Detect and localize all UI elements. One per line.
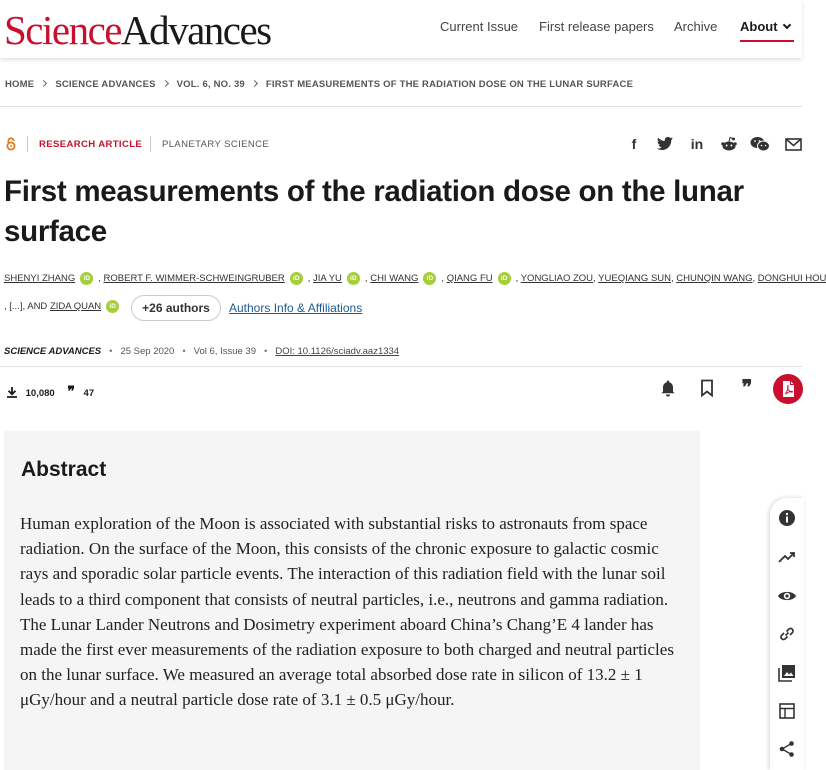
breadcrumb: [5, 79, 633, 90]
author-name[interactable]: SHENYI ZHANG: [4, 273, 76, 285]
breadcrumb-journal[interactable]: SCIENCE ADVANCES: [55, 79, 156, 90]
author-name[interactable]: ROBERT F. WIMMER-SCHWEINGRUBER: [103, 273, 285, 285]
reddit-icon[interactable]: [720, 136, 738, 152]
wechat-icon[interactable]: [750, 136, 770, 152]
author-name[interactable]: YUEQIANG SUN: [598, 273, 672, 285]
article-title: First measurements of the radiation dose on the lunar surface: [4, 175, 744, 248]
publication-date: 25 Sep 2020: [120, 346, 175, 357]
nav-first-release-papers[interactable]: First release papers: [539, 19, 654, 34]
orcid-icon[interactable]: iD: [498, 272, 511, 285]
orcid-icon[interactable]: iD: [80, 272, 93, 285]
abstract-text: Human exploration of the Moon is associated with substantial risks to astronauts from space radiation. On the surface of the Moon, this consists of the chronic exposure to galactic cosmic rays and sporadic solar particle events. The interaction of this radiation field with the lunar soil leads to a third component that consists of neutral particles, i.e., neutrons and gamma radiation. The Lunar Lander Neutrons and Dosimetry experiment aboard China’s Chang’E 4 lander has made the first ever measurements of the radiation exposure to both charged and neutral particles on the lunar surface. We measured an average total absorbed dose rate in silicon of 13.2 ± 1 μGy/hour and a neutral particle dose rate of 3.1 ± 0.5 μGy/hour.: [20, 514, 674, 710]
cite-icon[interactable]: ❞: [741, 377, 753, 399]
linkedin-icon[interactable]: in: [690, 136, 704, 152]
link-icon[interactable]: [777, 624, 797, 644]
author-name[interactable]: CHUNQIN WANG: [676, 273, 753, 285]
author-name[interactable]: DONGHUI HOU: [757, 273, 826, 285]
nav-archive[interactable]: Archive: [674, 19, 718, 34]
abstract-section: [4, 431, 700, 770]
author-name[interactable]: ZIDA QUAN: [49, 301, 102, 313]
orcid-icon[interactable]: iD: [347, 272, 360, 285]
figures-icon[interactable]: [777, 663, 797, 683]
site-logo[interactable]: ScienceAdvances: [4, 7, 271, 53]
chevron-right-icon: [40, 80, 47, 87]
nav-about[interactable]: About: [740, 19, 790, 34]
facebook-icon[interactable]: f: [631, 136, 637, 152]
share-icon[interactable]: [777, 739, 797, 759]
divider: [0, 366, 802, 367]
article-section[interactable]: PLANETARY SCIENCE: [162, 139, 270, 150]
volume-issue[interactable]: Vol 6, Issue 39: [193, 346, 256, 357]
chevron-down-icon: [782, 21, 790, 29]
orcid-icon[interactable]: iD: [106, 300, 119, 313]
author-name[interactable]: YONGLIAO ZOU: [520, 273, 594, 285]
citations-icon: ❞: [67, 383, 74, 399]
eye-icon[interactable]: [777, 586, 797, 606]
author-list: SHENYI ZHANG iD , ROBERT F. WIMMER-SCHWEINGRUBER iD , JIA YU iD , CHI WANG iD , QIANG FU iD , YONGLIAO ZOU, YUEQIANG SUN, CHUNQIN WANG, DONGHUI HOU: [4, 273, 826, 285]
bell-icon[interactable]: [658, 378, 678, 398]
journal-name[interactable]: SCIENCE ADVANCES: [4, 346, 102, 357]
divider: [0, 106, 802, 107]
article-type[interactable]: RESEARCH ARTICLE: [39, 139, 143, 150]
chevron-right-icon: [251, 80, 258, 87]
pdf-icon: [773, 374, 803, 404]
orcid-icon[interactable]: iD: [423, 272, 436, 285]
author-name[interactable]: QIANG FU: [446, 273, 493, 285]
authors-info-link[interactable]: Authors Info & Affiliations: [229, 301, 363, 315]
bookmark-icon[interactable]: [697, 378, 717, 398]
citation-count: 47: [83, 388, 95, 399]
author-name[interactable]: JIA YU: [313, 273, 342, 285]
nav-current-issue[interactable]: Current Issue: [440, 19, 519, 34]
article-metrics: [6, 383, 94, 400]
open-access-icon: [5, 137, 17, 151]
breadcrumb-current: FIRST MEASUREMENTS OF THE RADIATION DOSE ON THE LUNAR SURFACE: [265, 79, 634, 90]
author-list-continued: [4, 300, 124, 313]
breadcrumb-issue[interactable]: VOL. 6, NO. 39: [176, 79, 245, 90]
publication-info: SCIENCE ADVANCES • 25 Sep 2020 • Vol 6, Issue 39 • DOI: 10.1126/sciadv.aaz1334: [4, 346, 400, 357]
doi-link[interactable]: DOI: 10.1126/sciadv.aaz1334: [275, 346, 400, 357]
divider: [150, 136, 151, 152]
breadcrumb-home[interactable]: HOME: [5, 79, 35, 90]
author-name[interactable]: CHI WANG: [370, 273, 419, 285]
orcid-icon[interactable]: iD: [290, 272, 303, 285]
site-header: [0, 0, 802, 58]
twitter-icon[interactable]: [656, 136, 674, 152]
authors-ellipsis: , [...], AND: [4, 301, 48, 313]
metrics-icon[interactable]: [777, 547, 797, 567]
info-icon[interactable]: [777, 508, 797, 528]
chevron-right-icon: [162, 80, 169, 87]
tables-icon[interactable]: [777, 701, 797, 721]
email-icon[interactable]: [785, 136, 802, 152]
download-icon: [6, 386, 18, 398]
divider: [27, 136, 28, 152]
pdf-button[interactable]: [773, 374, 803, 404]
abstract-heading: Abstract: [21, 458, 107, 481]
download-count: 10,080: [25, 388, 55, 399]
article-tools-sidebar: [770, 498, 804, 770]
more-authors-button[interactable]: +26 authors: [131, 295, 221, 321]
